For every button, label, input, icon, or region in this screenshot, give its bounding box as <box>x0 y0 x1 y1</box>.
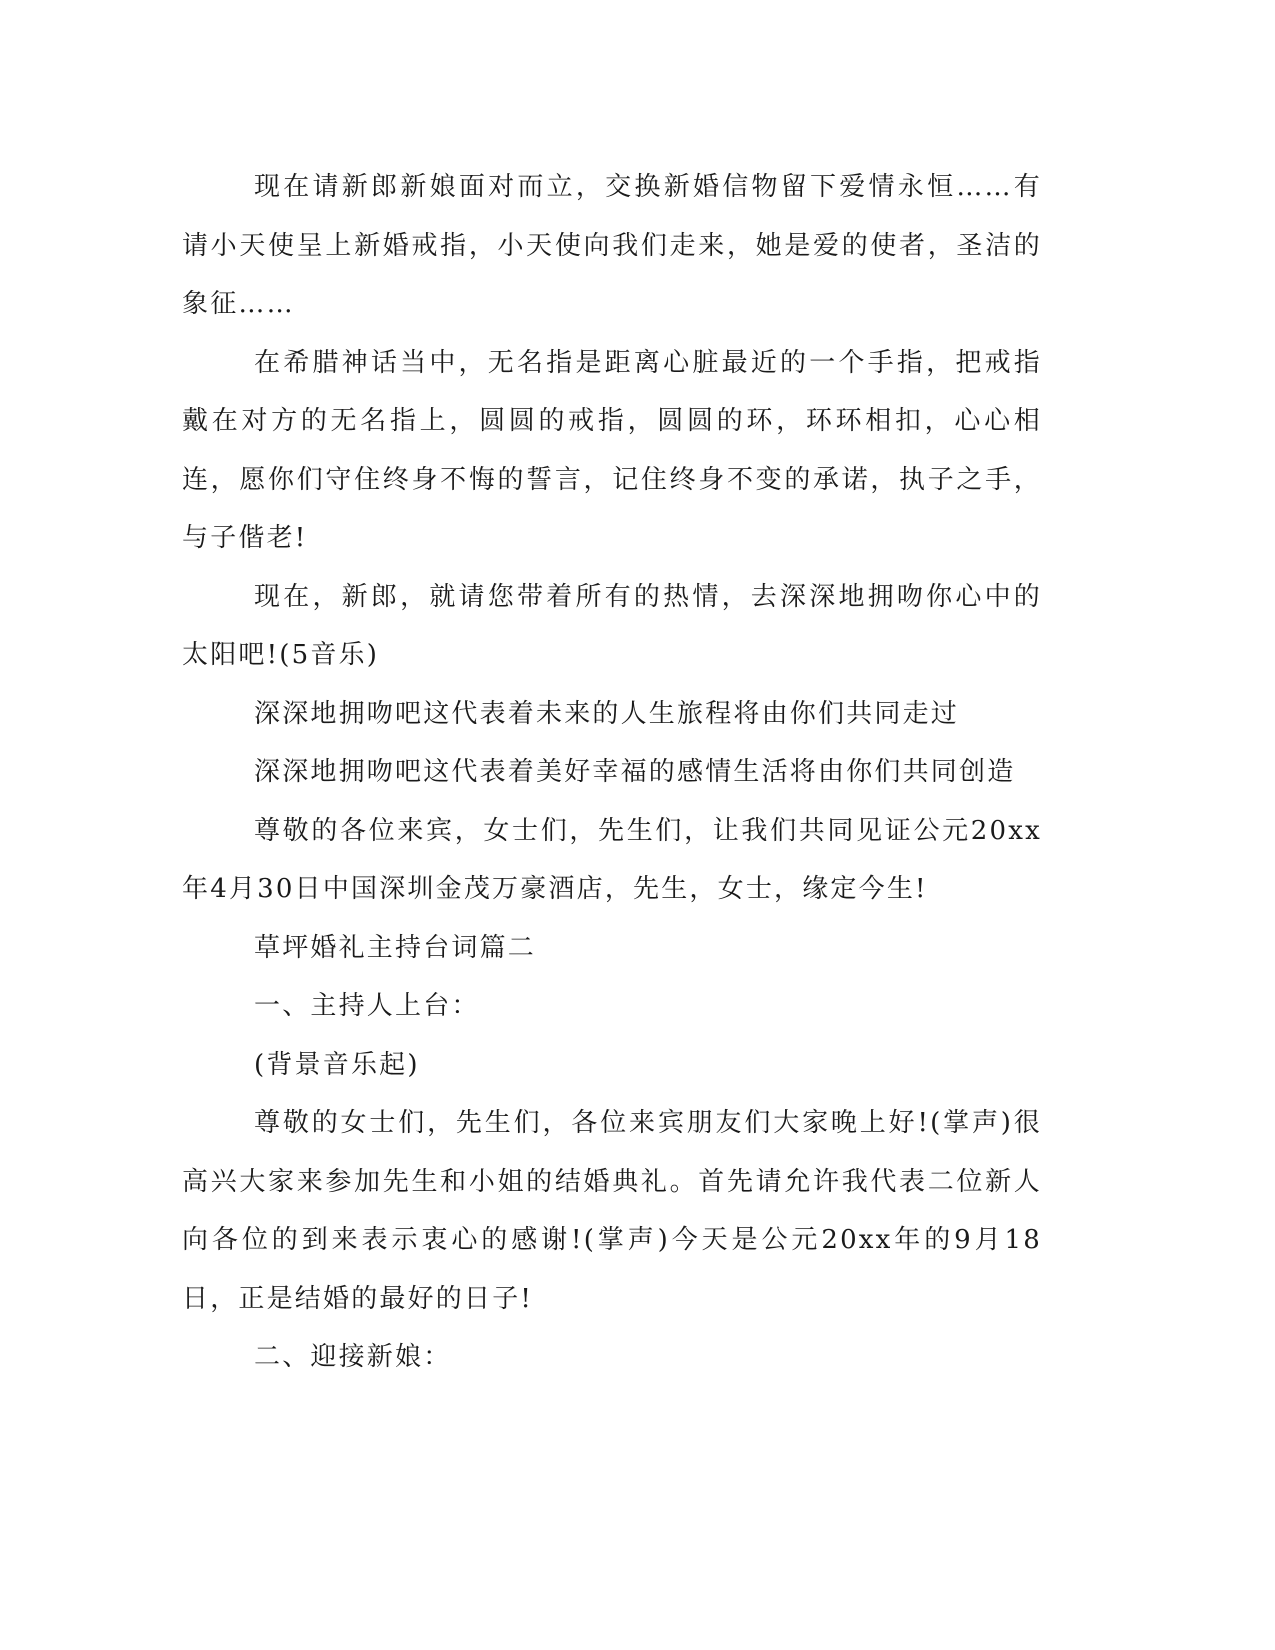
paragraph-witness-date: 尊敬的各位来宾，女士们，先生们，让我们共同见证公元20xx年4月30日中国深圳金茂万豪酒店，先生，女士，缘定今生! <box>182 815 1042 904</box>
paragraph-kiss-happiness: 深深地拥吻吧这代表着美好幸福的感情生活将由你们共同创造 <box>254 757 1016 787</box>
paragraph-groom-kiss: 现在，新郎，就请您带着所有的热情，去深深地拥吻你心中的太阳吧!(5音乐) <box>182 581 1042 670</box>
section-heading-greet-bride: 二、迎接新娘： <box>254 1342 452 1372</box>
paragraph-kiss-journey: 深深地拥吻吧这代表着未来的人生旅程将由你们共同走过 <box>254 698 960 729</box>
paragraph-welcome-speech: 尊敬的女士们，先生们，各位来宾朋友们大家晚上好!(掌声)很高兴大家来参加先生和小姐的结婚典礼。首先请允许我代表二位新人向各位的到来表示衷心的感谢!(掌声)今天是公元20xx年的9月18日，正是结婚的最好的日子! <box>182 1108 1042 1314</box>
paragraph-ring-exchange: 现在请新郎新娘面对而立，交换新婚信物留下爱情永恒……有请小天使呈上新婚戒指，小天使向我们走来，她是爱的使者，圣洁的象征…… <box>182 172 1042 319</box>
paragraph-background-music: (背景音乐起) <box>254 1049 420 1080</box>
section-heading-host-on-stage: 一、主持人上台： <box>254 991 480 1021</box>
paragraph-ring-finger-myth: 在希腊神话当中，无名指是距离心脏最近的一个手指，把戒指戴在对方的无名指上，圆圆的戒指，圆圆的环，环环相扣，心心相连，愿你们守住终身不悔的誓言，记住终身不变的承诺，执子之手，与子偕老! <box>182 347 1042 553</box>
document-body <box>182 158 1042 1387</box>
section-title-part-two: 草坪婚礼主持台词篇二 <box>254 932 537 963</box>
